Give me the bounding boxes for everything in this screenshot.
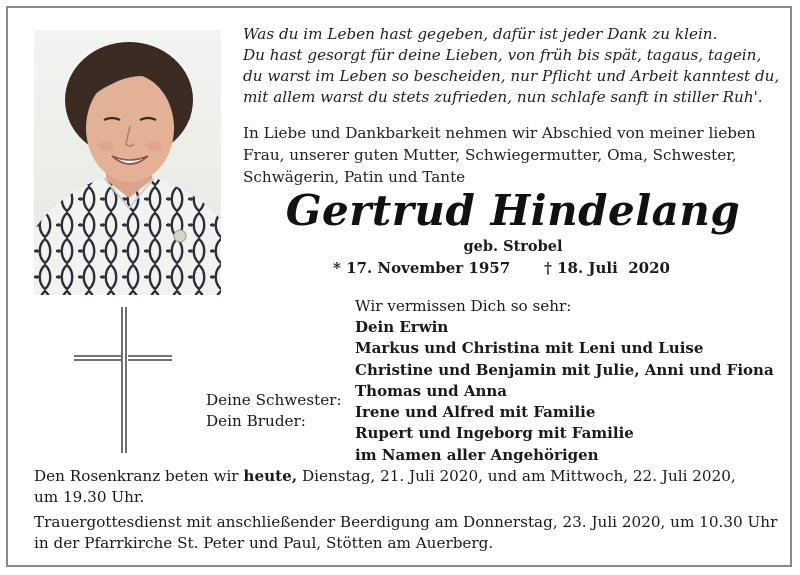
funeral-notice	[34, 512, 779, 554]
mourner-line: Dein Erwin	[355, 318, 449, 336]
rosary-rest: Dienstag, 21. Juli 2020, und am Mittwoch, 22. Juli 2020,	[297, 467, 736, 485]
rosary-line: um 19.30 Uhr.	[34, 488, 145, 506]
rosary-prefix: Den Rosenkranz beten wir	[34, 467, 244, 485]
rosary-notice	[34, 466, 779, 508]
maiden-name: geb. Strobel	[463, 238, 563, 255]
farewell-line: Frau, unserer guten Mutter, Schwiegermutter, Oma, Schwester,	[243, 146, 737, 164]
farewell-text	[243, 122, 783, 188]
funeral-line: Trauergottesdienst mit anschließender Beerdigung am Donnerstag, 23. Juli 2020, um 10.30 Uhr	[34, 513, 778, 531]
poem-line: mit allem warst du stets zufrieden, nun schlafe sanft in stiller Ruh'.	[243, 88, 763, 106]
mourners-list	[355, 317, 774, 466]
rosary-line	[34, 466, 779, 487]
funeral-line: in der Pfarrkirche St. Peter und Paul, Stötten am Auerberg.	[34, 534, 494, 552]
portrait-photo	[34, 30, 221, 295]
cross-icon	[72, 305, 174, 455]
farewell-line: In Liebe und Dankbarkeit nehmen wir Abschied von meiner lieben	[243, 124, 756, 142]
poem-line: du warst im Leben so bescheiden, nur Pflicht und Arbeit kanntest du,	[243, 67, 780, 85]
mourner-line: Christine und Benjamin mit Julie, Anni und Fiona	[355, 360, 774, 379]
mourner-line: Rupert und Ingeborg mit Familie	[355, 424, 634, 443]
poem	[243, 24, 783, 108]
poem-line: Was du im Leben hast gegeben, dafür ist jeder Dank zu klein.	[243, 25, 718, 43]
mourner-line: Markus und Christina mit Leni und Luise	[355, 339, 704, 358]
rosary-highlight: heute,	[243, 467, 298, 485]
mourner-line: Thomas und Anna	[355, 381, 508, 400]
poem-line: Du hast gesorgt für deine Lieben, von früh bis spät, tagaus, tagein,	[243, 46, 762, 64]
mourner-line: im Namen aller Angehörigen	[355, 445, 599, 464]
deceased-name: Gertrud Hindelang	[285, 186, 741, 235]
farewell-line: Schwägerin, Patin und Tante	[243, 168, 466, 186]
mourner-line: Irene und Alfred mit Familie	[355, 403, 596, 422]
sister-label: Deine Schwester:	[206, 391, 342, 409]
death-date: † 18. Juli 2020	[544, 259, 670, 277]
brother-label: Dein Bruder:	[206, 412, 306, 430]
birth-date: * 17. November 1957	[333, 259, 511, 277]
mourners-intro: Wir vermissen Dich so sehr:	[355, 297, 572, 315]
